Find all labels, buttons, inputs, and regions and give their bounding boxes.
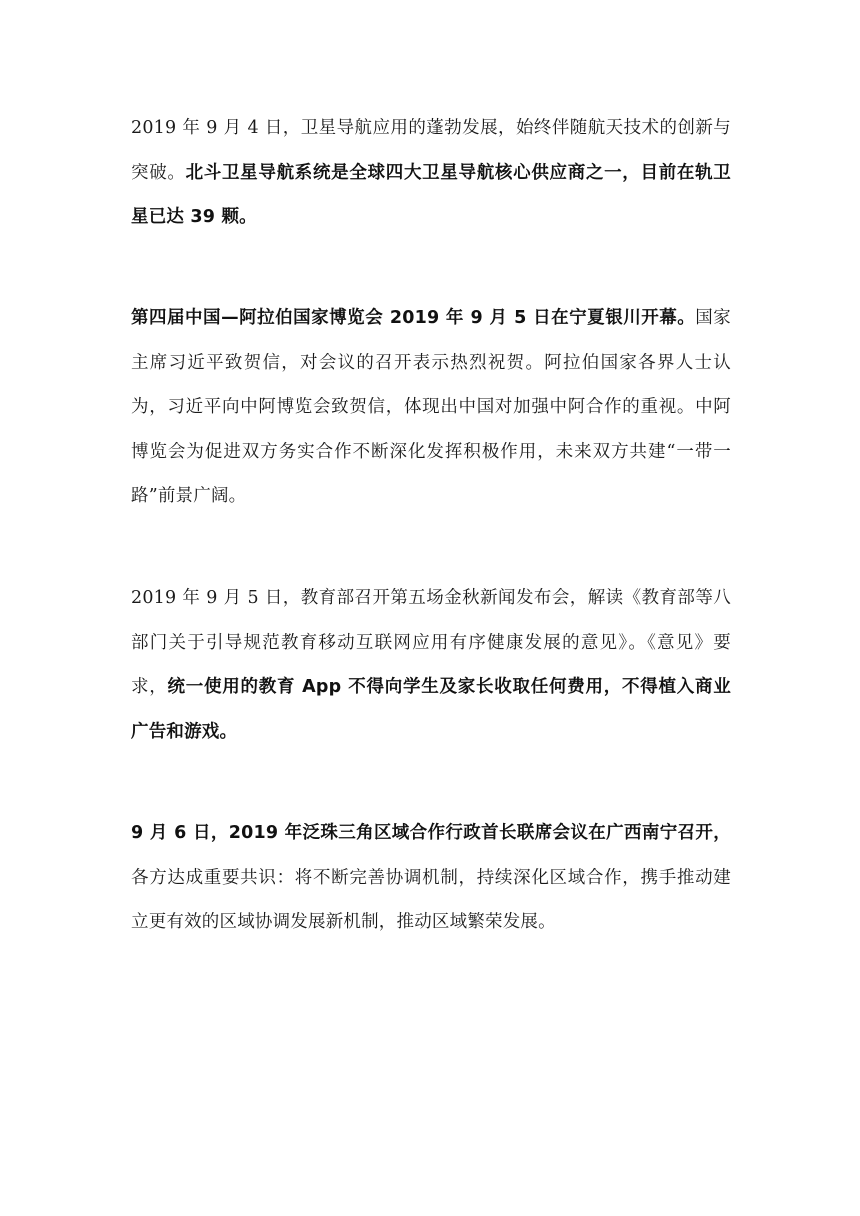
paragraph-bold-text: 第四届中国—阿拉伯国家博览会 2019 年 9 月 5 日在宁夏银川开幕。 [131,308,696,328]
paragraph-bold-text: 9 月 6 日，2019 年泛珠三角区域合作行政首长联席会议在广西南宁召开， [131,823,731,843]
paragraph-bold-text: 北斗卫星导航系统是全球四大卫星导航核心供应商之一，目前在轨卫星已达 39 颗。 [131,162,731,227]
paragraph-text: 2019 年 9 月 5 日，教育部召开第五场金秋新闻发布会，解读《教育部等八部门关于引导规范教育移动互联网应用有序健康发展的意见》。《意见》要求， [131,588,731,697]
paragraph-text: 国家主席习近平致贺信，对会议的召开表示热烈祝贺。阿拉伯国家各界人士认为，习近平向中阿博览会致贺信，体现出中国对加强中阿合作的重视。中阿博览会为促进双方务实合作不断深化发挥积极作用，未来双方共建“一带一路”前景广阔。 [131,308,731,506]
news-paragraph-education-apps [131,576,731,754]
news-paragraph-china-arab-expo [131,296,731,519]
paragraph-text: 2019 年 9 月 4 日，卫星导航应用的蓬勃发展，始终伴随航天技术的创新与突破。 [131,118,731,183]
news-paragraph-pan-pearl-river [131,811,731,945]
paragraph-bold-text: 统一使用的教育 App 不得向学生及家长收取任何费用，不得植入商业广告和游戏。 [131,677,731,742]
paragraph-text: 各方达成重要共识：将不断完善协调机制，持续深化区域合作，携手推动建立更有效的区域协调发展新机制，推动区域繁荣发展。 [131,867,731,932]
news-paragraph-beidou [131,106,731,240]
